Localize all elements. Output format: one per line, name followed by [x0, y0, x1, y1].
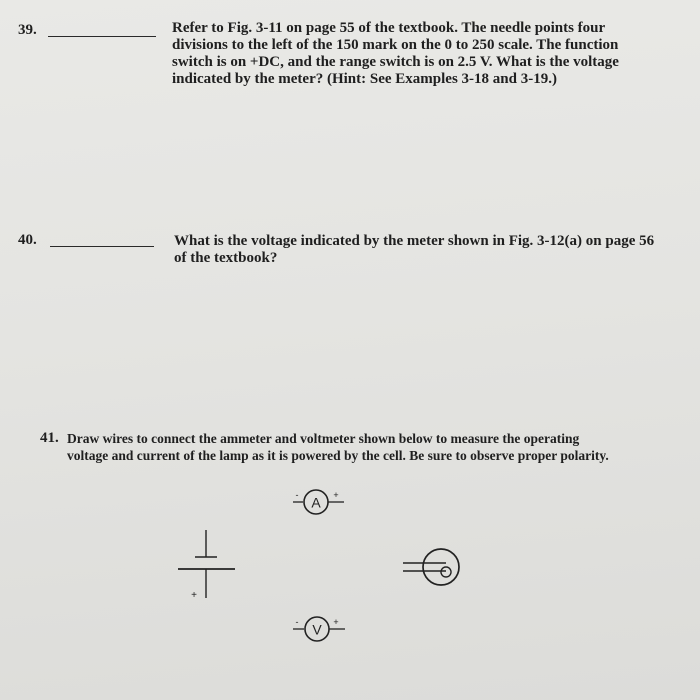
question-39-line: indicated by the meter? (Hint: See Examples 3-18 and 3-19.) [172, 71, 557, 87]
ammeter-plus-label: + [333, 490, 339, 500]
question-40-number: 40. [18, 232, 37, 248]
question-40-line: What is the voltage indicated by the meter shown in Fig. 3-12(a) on page 56 [174, 233, 655, 249]
ammeter-symbol[interactable] [293, 490, 344, 514]
question-39-line: switch is on +DC, and the range switch is on 2.5 V. What is the voltage [172, 54, 619, 70]
question-40-line: of the textbook? [174, 250, 278, 266]
question-41-line: Draw wires to connect the ammeter and voltmeter shown below to measure the operating [67, 431, 580, 446]
ammeter-label: A [311, 494, 321, 511]
question-39-number: 39. [18, 22, 37, 38]
question-39-line: Refer to Fig. 3-11 on page 55 of the textbook. The needle points four [172, 20, 606, 36]
voltmeter-plus-label: + [333, 617, 339, 627]
question-41-number: 41. [40, 430, 59, 446]
question-39-line: divisions to the left of the 150 mark on the 0 to 250 scale. The function [172, 37, 619, 53]
cell-plus-label: + [191, 590, 197, 601]
cell-symbol[interactable] [178, 530, 235, 601]
question-41-line: voltage and current of the lamp as it is powered by the cell. Be sure to observe proper polarity. [67, 448, 609, 463]
voltmeter-symbol[interactable] [293, 617, 345, 641]
voltmeter-minus-label: - [295, 617, 299, 627]
lamp-symbol[interactable] [403, 549, 459, 585]
voltmeter-label: V [312, 621, 322, 638]
ammeter-minus-label: - [295, 490, 299, 500]
